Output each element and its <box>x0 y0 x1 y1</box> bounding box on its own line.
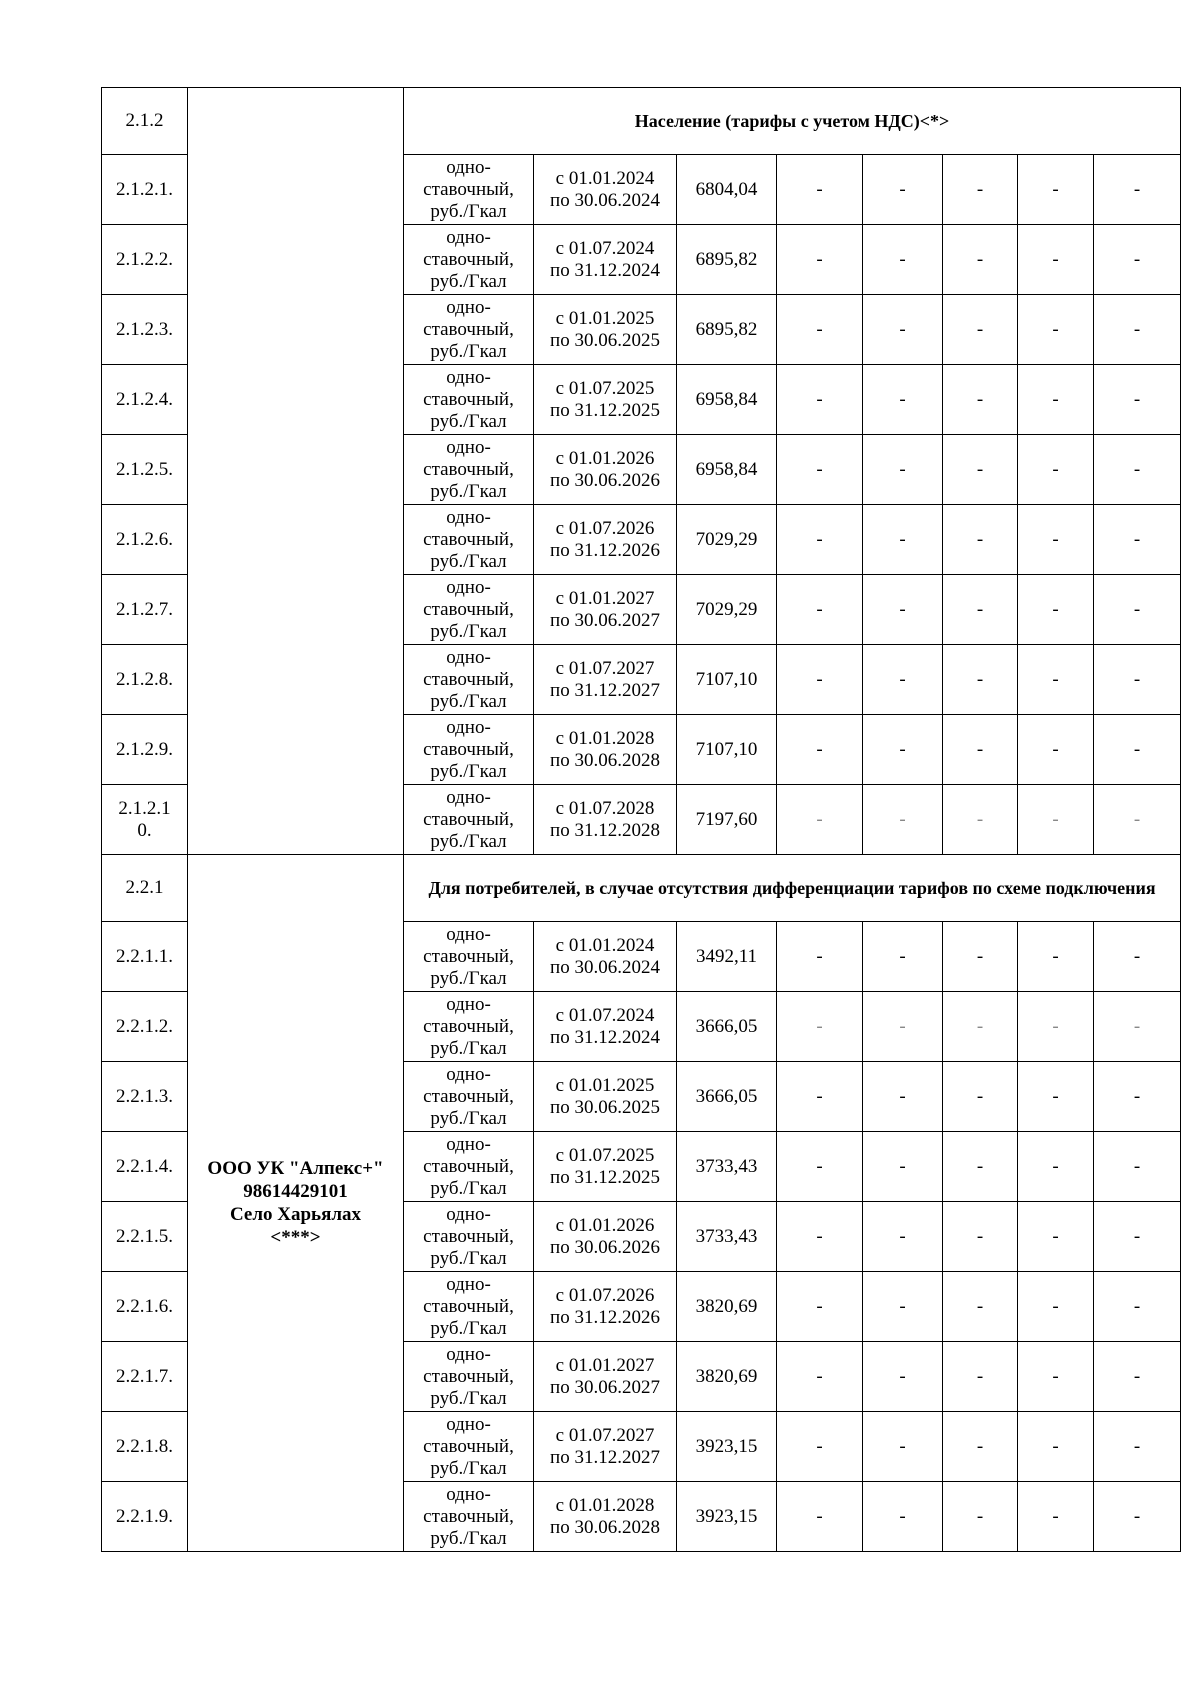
cell-line: ставочный, <box>423 318 514 340</box>
period <box>534 155 677 225</box>
empty-dash-cell: - <box>1094 295 1181 365</box>
period <box>534 505 677 575</box>
empty-dash-cell: - <box>1094 785 1181 855</box>
empty-dash-cell: - <box>777 575 863 645</box>
tariff-value: 3923,15 <box>677 1412 777 1482</box>
cell-line: ставочный, <box>423 248 514 270</box>
cell-line: с 01.07.2028 <box>555 797 655 819</box>
row-number: 2.2.1.6. <box>102 1272 188 1342</box>
tariff-value: 3820,69 <box>677 1272 777 1342</box>
empty-dash-cell: - <box>777 785 863 855</box>
empty-dash-cell: - <box>863 505 943 575</box>
cell-line: ставочный, <box>423 528 514 550</box>
period <box>534 1272 677 1342</box>
empty-dash-cell: - <box>1094 365 1181 435</box>
row-number: 2.2.1.8. <box>102 1412 188 1482</box>
empty-dash-cell: - <box>1094 435 1181 505</box>
empty-dash-cell: - <box>943 365 1018 435</box>
empty-dash-cell: - <box>943 295 1018 365</box>
row-number: 2.1.2.1. <box>102 155 188 225</box>
empty-dash-cell: - <box>777 645 863 715</box>
cell-line: с 01.07.2027 <box>555 657 655 679</box>
empty-dash-cell: - <box>863 1202 943 1272</box>
tariff-value: 7107,10 <box>677 715 777 785</box>
empty-dash-cell: - <box>1094 225 1181 295</box>
empty-dash-cell: - <box>1018 1272 1094 1342</box>
rate-type <box>404 1342 534 1412</box>
empty-dash-cell: - <box>1018 575 1094 645</box>
cell-line: одно- <box>446 506 491 528</box>
cell-line: по 31.12.2025 <box>550 1166 660 1188</box>
cell-line: по 31.12.2027 <box>550 1446 660 1468</box>
empty-dash-cell: - <box>777 1202 863 1272</box>
cell-line: руб./Гкал <box>430 1037 507 1059</box>
rate-type <box>404 1272 534 1342</box>
period <box>534 645 677 715</box>
tariff-value: 6804,04 <box>677 155 777 225</box>
cell-line: одно- <box>446 366 491 388</box>
cell-line: ставочный, <box>423 1015 514 1037</box>
empty-dash-cell: - <box>943 1412 1018 1482</box>
section-code: 2.1.2 <box>102 88 188 155</box>
tariff-value: 3820,69 <box>677 1342 777 1412</box>
row-number: 2.2.1.5. <box>102 1202 188 1272</box>
cell-line: ставочный, <box>423 178 514 200</box>
empty-dash-cell: - <box>1018 225 1094 295</box>
cell-line: руб./Гкал <box>430 200 507 222</box>
empty-dash-cell: - <box>1094 1062 1181 1132</box>
empty-dash-cell: - <box>863 1482 943 1552</box>
period <box>534 435 677 505</box>
cell-line: руб./Гкал <box>430 1317 507 1339</box>
empty-dash-cell: - <box>1094 715 1181 785</box>
empty-dash-cell: - <box>1094 575 1181 645</box>
cell-line: руб./Гкал <box>430 1177 507 1199</box>
cell-line: руб./Гкал <box>430 480 507 502</box>
empty-dash-cell: - <box>1018 1202 1094 1272</box>
row-number: 2.1.2.2. <box>102 225 188 295</box>
cell-line: одно- <box>446 1343 491 1365</box>
empty-dash-cell: - <box>777 505 863 575</box>
empty-dash-cell: - <box>1018 155 1094 225</box>
tariff-value: 7107,10 <box>677 645 777 715</box>
cell-line: одно- <box>446 1063 491 1085</box>
cell-line: ставочный, <box>423 1225 514 1247</box>
cell-line: ставочный, <box>423 945 514 967</box>
rate-type <box>404 155 534 225</box>
cell-line: с 01.07.2024 <box>555 1004 655 1026</box>
cell-line: руб./Гкал <box>430 410 507 432</box>
cell-line: с 01.01.2027 <box>555 1354 655 1376</box>
empty-dash-cell: - <box>863 645 943 715</box>
empty-dash-cell: - <box>1018 505 1094 575</box>
period <box>534 922 677 992</box>
section-title: Население (тарифы с учетом НДС)<*> <box>404 88 1181 155</box>
cell-line: одно- <box>446 786 491 808</box>
cell-line: одно- <box>446 576 491 598</box>
empty-dash-cell: - <box>863 992 943 1062</box>
empty-dash-cell: - <box>943 992 1018 1062</box>
empty-dash-cell: - <box>777 155 863 225</box>
empty-dash-cell: - <box>1094 645 1181 715</box>
row-number: 2.1.2.7. <box>102 575 188 645</box>
row-number: 2.1.2.3. <box>102 295 188 365</box>
rate-type <box>404 715 534 785</box>
period <box>534 575 677 645</box>
empty-dash-cell: - <box>943 1132 1018 1202</box>
cell-line: руб./Гкал <box>430 550 507 572</box>
empty-dash-cell: - <box>777 715 863 785</box>
empty-dash-cell: - <box>1018 785 1094 855</box>
cell-line: ставочный, <box>423 738 514 760</box>
empty-dash-cell: - <box>943 645 1018 715</box>
empty-dash-cell: - <box>1018 922 1094 992</box>
empty-dash-cell: - <box>863 225 943 295</box>
cell-line: с 01.01.2026 <box>555 1214 655 1236</box>
empty-dash-cell: - <box>1094 505 1181 575</box>
rate-type <box>404 645 534 715</box>
cell-line: по 30.06.2025 <box>550 329 660 351</box>
tariff-value: 3733,43 <box>677 1202 777 1272</box>
empty-dash-cell: - <box>863 365 943 435</box>
period <box>534 1202 677 1272</box>
cell-line: руб./Гкал <box>430 967 507 989</box>
row-number: 2.2.1.9. <box>102 1482 188 1552</box>
rate-type <box>404 225 534 295</box>
rate-type <box>404 785 534 855</box>
row-number: 2.1.2.8. <box>102 645 188 715</box>
cell-line: с 01.01.2024 <box>555 167 655 189</box>
tariff-value: 3666,05 <box>677 1062 777 1132</box>
section-header-row <box>102 88 1181 155</box>
cell-line: по 30.06.2024 <box>550 189 660 211</box>
cell-line: Село Харьялах <box>229 1204 362 1225</box>
row-number: 2.1.2.6. <box>102 505 188 575</box>
cell-line: руб./Гкал <box>430 760 507 782</box>
cell-line: с 01.01.2027 <box>555 587 655 609</box>
rate-type <box>404 922 534 992</box>
empty-dash-cell: - <box>777 1062 863 1132</box>
empty-dash-cell: - <box>777 1272 863 1342</box>
empty-dash-cell: - <box>1094 1202 1181 1272</box>
cell-line: 0. <box>137 819 152 841</box>
empty-dash-cell: - <box>1018 1132 1094 1202</box>
cell-line: по 31.12.2025 <box>550 399 660 421</box>
period <box>534 1482 677 1552</box>
cell-line: руб./Гкал <box>430 1387 507 1409</box>
tariff-value: 7029,29 <box>677 575 777 645</box>
cell-line: по 30.06.2026 <box>550 1236 660 1258</box>
tariff-value: 7029,29 <box>677 505 777 575</box>
empty-dash-cell: - <box>1094 1132 1181 1202</box>
rate-type <box>404 365 534 435</box>
cell-line: по 31.12.2024 <box>550 259 660 281</box>
empty-dash-cell: - <box>863 1272 943 1342</box>
cell-line: ставочный, <box>423 668 514 690</box>
tariff-value: 3666,05 <box>677 992 777 1062</box>
empty-dash-cell: - <box>943 435 1018 505</box>
cell-line: по 30.06.2027 <box>550 1376 660 1398</box>
cell-line: с 01.01.2025 <box>555 307 655 329</box>
period <box>534 715 677 785</box>
cell-line: руб./Гкал <box>430 1527 507 1549</box>
cell-line: одно- <box>446 1203 491 1225</box>
empty-dash-cell: - <box>777 295 863 365</box>
cell-line: по 31.12.2026 <box>550 1306 660 1328</box>
empty-dash-cell: - <box>1018 365 1094 435</box>
cell-line: с 01.07.2026 <box>555 517 655 539</box>
cell-line: ставочный, <box>423 458 514 480</box>
rate-type <box>404 575 534 645</box>
empty-dash-cell: - <box>1018 645 1094 715</box>
row-number: 2.2.1.7. <box>102 1342 188 1412</box>
empty-dash-cell: - <box>943 505 1018 575</box>
cell-line: ставочный, <box>423 1155 514 1177</box>
cell-line: по 30.06.2024 <box>550 956 660 978</box>
row-number: 2.2.1.4. <box>102 1132 188 1202</box>
empty-dash-cell: - <box>777 1132 863 1202</box>
tariff-value: 3492,11 <box>677 922 777 992</box>
empty-dash-cell: - <box>943 1062 1018 1132</box>
empty-dash-cell: - <box>1018 715 1094 785</box>
empty-dash-cell: - <box>863 1412 943 1482</box>
cell-line: с 01.07.2025 <box>555 377 655 399</box>
cell-line: руб./Гкал <box>430 690 507 712</box>
cell-line: по 31.12.2024 <box>550 1026 660 1048</box>
section-title: Для потребителей, в случае отсутствия дифференциации тарифов по схеме подключения <box>404 855 1181 922</box>
cell-line: с 01.01.2025 <box>555 1074 655 1096</box>
empty-dash-cell: - <box>863 922 943 992</box>
empty-dash-cell: - <box>943 1272 1018 1342</box>
row-number: 2.1.2.9. <box>102 715 188 785</box>
section-code: 2.2.1 <box>102 855 188 922</box>
empty-dash-cell: - <box>1018 992 1094 1062</box>
period <box>534 1412 677 1482</box>
cell-line: руб./Гкал <box>430 340 507 362</box>
cell-line: по 31.12.2026 <box>550 539 660 561</box>
row-number: 2.2.1.1. <box>102 922 188 992</box>
period <box>534 365 677 435</box>
rate-type <box>404 435 534 505</box>
cell-line: одно- <box>446 716 491 738</box>
cell-line: с 01.01.2028 <box>555 727 655 749</box>
row-number: 2.1.2.4. <box>102 365 188 435</box>
rate-type <box>404 1482 534 1552</box>
empty-dash-cell: - <box>1094 922 1181 992</box>
empty-dash-cell: - <box>1018 295 1094 365</box>
empty-dash-cell: - <box>1094 1342 1181 1412</box>
cell-line: одно- <box>446 1273 491 1295</box>
row-number: 2.2.1.2. <box>102 992 188 1062</box>
cell-line: по 31.12.2027 <box>550 679 660 701</box>
rate-type <box>404 992 534 1062</box>
cell-line: ставочный, <box>423 1295 514 1317</box>
period <box>534 1342 677 1412</box>
row-number <box>102 785 188 855</box>
cell-line: с 01.07.2027 <box>555 1424 655 1446</box>
cell-line: 2.1.2.1 <box>118 797 171 819</box>
cell-line: руб./Гкал <box>430 830 507 852</box>
cell-line: с 01.07.2024 <box>555 237 655 259</box>
empty-dash-cell: - <box>863 155 943 225</box>
empty-dash-cell: - <box>863 435 943 505</box>
empty-dash-cell: - <box>777 922 863 992</box>
period <box>534 992 677 1062</box>
tariff-value: 3733,43 <box>677 1132 777 1202</box>
period <box>534 295 677 365</box>
empty-dash-cell: - <box>1018 1412 1094 1482</box>
tariff-value: 6895,82 <box>677 295 777 365</box>
empty-dash-cell: - <box>943 225 1018 295</box>
empty-dash-cell: - <box>863 715 943 785</box>
cell-line: одно- <box>446 436 491 458</box>
empty-dash-cell: - <box>1094 992 1181 1062</box>
empty-dash-cell: - <box>863 295 943 365</box>
empty-dash-cell: - <box>1094 155 1181 225</box>
cell-line: ставочный, <box>423 1435 514 1457</box>
empty-dash-cell: - <box>943 922 1018 992</box>
cell-line: по 30.06.2025 <box>550 1096 660 1118</box>
period <box>534 225 677 295</box>
empty-dash-cell: - <box>943 785 1018 855</box>
cell-line: 98614429101 <box>243 1181 348 1202</box>
org-blank-cell <box>188 88 404 855</box>
cell-line: одно- <box>446 1483 491 1505</box>
rate-type <box>404 295 534 365</box>
empty-dash-cell: - <box>777 1342 863 1412</box>
cell-line: одно- <box>446 923 491 945</box>
empty-dash-cell: - <box>1094 1412 1181 1482</box>
section-header-row <box>102 855 1181 922</box>
empty-dash-cell: - <box>1094 1272 1181 1342</box>
period <box>534 785 677 855</box>
cell-line: одно- <box>446 646 491 668</box>
cell-line: по 30.06.2028 <box>550 1516 660 1538</box>
cell-line: ставочный, <box>423 1365 514 1387</box>
rate-type <box>404 1132 534 1202</box>
empty-dash-cell: - <box>863 1062 943 1132</box>
tariff-value: 6895,82 <box>677 225 777 295</box>
cell-line: с 01.01.2024 <box>555 934 655 956</box>
tariff-value: 7197,60 <box>677 785 777 855</box>
empty-dash-cell: - <box>777 365 863 435</box>
cell-line: руб./Гкал <box>430 270 507 292</box>
rate-type <box>404 1062 534 1132</box>
empty-dash-cell: - <box>943 1342 1018 1412</box>
empty-dash-cell: - <box>777 225 863 295</box>
empty-dash-cell: - <box>1018 1482 1094 1552</box>
cell-line: руб./Гкал <box>430 620 507 642</box>
cell-line: одно- <box>446 296 491 318</box>
cell-line: с 01.01.2028 <box>555 1494 655 1516</box>
cell-line: с 01.07.2026 <box>555 1284 655 1306</box>
cell-line: с 01.07.2025 <box>555 1144 655 1166</box>
cell-line: одно- <box>446 226 491 248</box>
tariff-value: 6958,84 <box>677 435 777 505</box>
empty-dash-cell: - <box>777 1412 863 1482</box>
org-name-cell <box>188 855 404 1552</box>
rate-type <box>404 505 534 575</box>
cell-line: по 30.06.2026 <box>550 469 660 491</box>
empty-dash-cell: - <box>863 785 943 855</box>
empty-dash-cell: - <box>943 155 1018 225</box>
empty-dash-cell: - <box>1018 1342 1094 1412</box>
period <box>534 1132 677 1202</box>
cell-line: по 30.06.2027 <box>550 609 660 631</box>
cell-line: ставочный, <box>423 1505 514 1527</box>
empty-dash-cell: - <box>1018 435 1094 505</box>
cell-line: руб./Гкал <box>430 1457 507 1479</box>
rate-type <box>404 1412 534 1482</box>
cell-line: одно- <box>446 1133 491 1155</box>
cell-line: <***> <box>270 1227 321 1248</box>
rate-type <box>404 1202 534 1272</box>
cell-line: ставочный, <box>423 808 514 830</box>
empty-dash-cell: - <box>943 715 1018 785</box>
empty-dash-cell: - <box>863 575 943 645</box>
tariff-value: 3923,15 <box>677 1482 777 1552</box>
period <box>534 1062 677 1132</box>
cell-line: по 30.06.2028 <box>550 749 660 771</box>
cell-line: ставочный, <box>423 1085 514 1107</box>
row-number: 2.1.2.5. <box>102 435 188 505</box>
cell-line: одно- <box>446 993 491 1015</box>
empty-dash-cell: - <box>1018 1062 1094 1132</box>
tariff-table <box>101 87 1181 1552</box>
empty-dash-cell: - <box>863 1132 943 1202</box>
cell-line: одно- <box>446 1413 491 1435</box>
cell-line: ставочный, <box>423 598 514 620</box>
empty-dash-cell: - <box>777 435 863 505</box>
empty-dash-cell: - <box>863 1342 943 1412</box>
cell-line: руб./Гкал <box>430 1107 507 1129</box>
cell-line: одно- <box>446 156 491 178</box>
cell-line: руб./Гкал <box>430 1247 507 1269</box>
cell-line: ставочный, <box>423 388 514 410</box>
empty-dash-cell: - <box>777 992 863 1062</box>
cell-line: по 31.12.2028 <box>550 819 660 841</box>
tariff-value: 6958,84 <box>677 365 777 435</box>
cell-line: с 01.01.2026 <box>555 447 655 469</box>
empty-dash-cell: - <box>1094 1482 1181 1552</box>
empty-dash-cell: - <box>943 1482 1018 1552</box>
row-number: 2.2.1.3. <box>102 1062 188 1132</box>
empty-dash-cell: - <box>943 1202 1018 1272</box>
empty-dash-cell: - <box>777 1482 863 1552</box>
cell-line: ООО УК "Алпекс+" <box>207 1158 384 1179</box>
empty-dash-cell: - <box>943 575 1018 645</box>
